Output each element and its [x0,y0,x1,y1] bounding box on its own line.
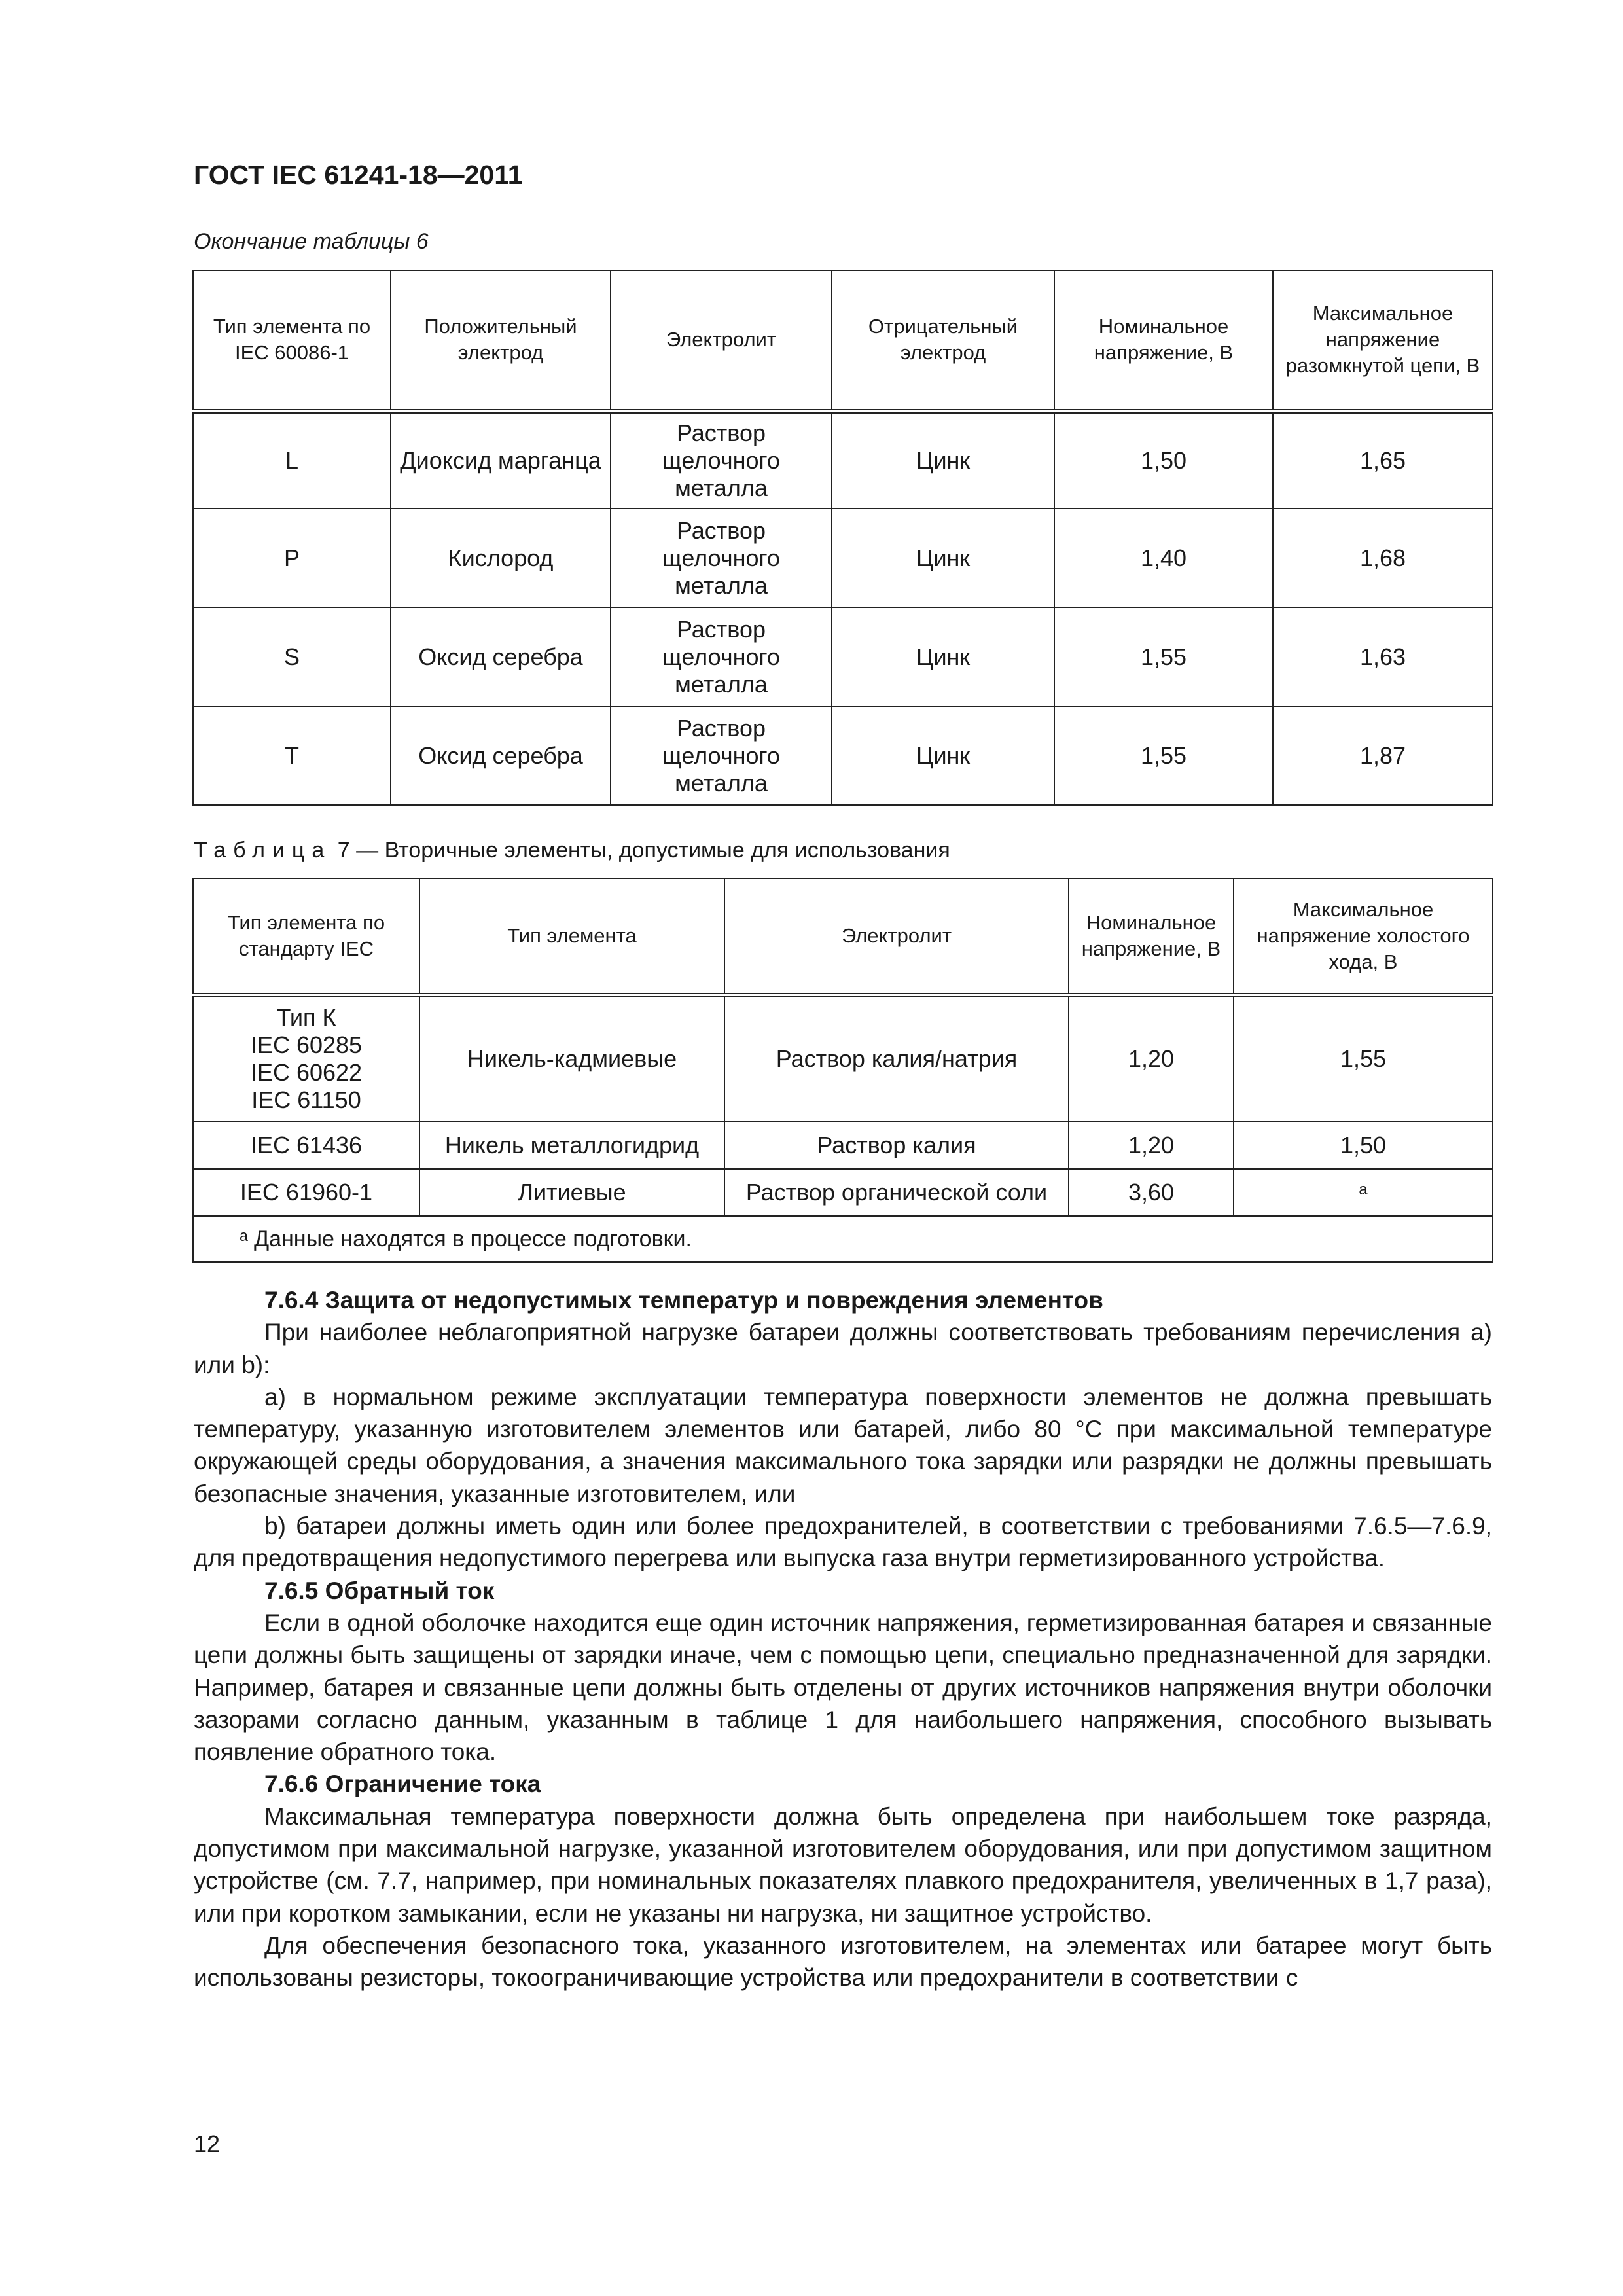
table6-cell: 1,63 [1273,607,1493,706]
table7-row [193,995,1493,1122]
body-text [194,1284,1492,1994]
table7-caption-label: Таблица [194,838,332,863]
table7-cell: 3,60 [1069,1169,1234,1216]
paragraph: b) батареи должны иметь один или более предохранителей, в соответствии с требованиями 7.6.5—7.6.9, для предотвращения недопустимого перегрева или выпуска газа внутри герметизированного устройства. [194,1513,1492,1572]
table7-cell: 1,55 [1234,995,1493,1122]
table6-cell: Оксид серебра [391,607,611,706]
table7-header-cell: Максимальное напряжение холостого хода, В [1234,878,1493,995]
table6-cell: 1,55 [1054,706,1273,805]
table6-cell: T [193,706,391,805]
table6-cell: 1,50 [1054,411,1273,509]
table6-row [193,607,1493,706]
table6-cell: Цинк [832,509,1054,607]
section-heading: 7.6.5 Обратный ток [264,1577,495,1604]
table6-cell: Раствор щелочного металла [611,607,832,706]
table6-row [193,509,1493,607]
table6-cell: Раствор щелочного металла [611,509,832,607]
table7-footnote: ᵃ Данные находятся в процессе подготовки. [193,1216,1493,1262]
paragraph: При наиболее неблагоприятной нагрузке батареи должны соответствовать требованиям перечисления a) или b): [194,1319,1492,1378]
table6-cell: S [193,607,391,706]
table7-cell: 1,20 [1069,1122,1234,1169]
table7-caption [194,838,950,863]
table7-cell: Тип К IEC 60285 IEC 60622 IEC 61150 [193,995,419,1122]
table7-row [193,1169,1493,1216]
table7-header-cell: Номинальное напряжение, В [1069,878,1234,995]
table6-cell: Кислород [391,509,611,607]
table7-header-cell: Электролит [724,878,1069,995]
table6-header-cell: Тип элемента по IEC 60086-1 [193,270,391,411]
table6-cell: Цинк [832,706,1054,805]
table7-row [193,1122,1493,1169]
table7-cell: Раствор калия/натрия [724,995,1069,1122]
table7-cell: IEC 61960-1 [193,1169,419,1216]
table6-row [193,706,1493,805]
table7-cell: Литиевые [419,1169,724,1216]
table7-cell: 1,50 [1234,1122,1493,1169]
paragraph: Для обеспечения безопасного тока, указанного изготовителем, на элементах или батарее могут быть использованы резисторы, токоограничивающие устройства или предохранители в соответствии с [194,1931,1492,1992]
table7-cell: Никель металлогидрид [419,1122,724,1169]
table6-row [193,411,1493,509]
table6-cell: Цинк [832,607,1054,706]
table6-cell: 1,87 [1273,706,1493,805]
table6-cell: Раствор щелочного металла [611,411,832,509]
table6-cell: 1,40 [1054,509,1273,607]
table7 [192,878,1493,1263]
document-header: ГОСТ IEC 61241-18—2011 [194,160,523,190]
paragraph: Максимальная температура поверхности должна быть определена при наибольшем токе разряда, допустимом при максимальной нагрузке, указанной изготовителем оборудования, или при допустимом защитном устройстве (см. 7.7, например, при номинальных показателях плавкого предохранителя, увеличенных в 1,7 раза), или при коротком замыкании, если не указаны ни нагрузка, ни защитное устройство. [194,1803,1492,1927]
table6-cell: 1,65 [1273,411,1493,509]
table7-cell: Раствор органической соли [724,1169,1069,1216]
table7-header-cell: Тип элемента [419,878,724,995]
table6-cell: L [193,411,391,509]
table6-cell: Оксид серебра [391,706,611,805]
table7-cell: IEC 61436 [193,1122,419,1169]
table6-cell: Раствор щелочного металла [611,706,832,805]
table6-header-cell: Отрицательный электрод [832,270,1054,411]
table7-cell: Никель-кадмиевые [419,995,724,1122]
table7-cell: 1,20 [1069,995,1234,1122]
paragraph: Если в одной оболочке находится еще один источник напряжения, герметизированная батарея и связанные цепи должны быть защищены от зарядки иначе, чем с помощью цепи, специально предназначенной для зарядки. Например, батарея и связанные цепи должны быть отделены от других источников напряжения внутри оболочки зазорами согласно данным, указанным в таблице 1 для наибольшего напряжения, способного вызывать появление обратного тока. [194,1609,1492,1766]
page-number: 12 [194,2130,221,2157]
table7-caption-text: 7 — Вторичные элементы, допустимые для использования [337,838,950,863]
section-heading: 7.6.4 Защита от недопустимых температур и повреждения элементов [264,1287,1103,1314]
table6-caption: Окончание таблицы 6 [194,229,429,254]
table6-cell: P [193,509,391,607]
table6-cell: 1,55 [1054,607,1273,706]
table6-cell: Цинк [832,411,1054,509]
table6-header-cell: Электролит [611,270,832,411]
table7-footnote-marker: a [1234,1169,1493,1216]
table6 [192,270,1493,806]
section-heading: 7.6.6 Ограничение тока [264,1770,541,1798]
table6-header-cell: Максимальное напряжение разомкнутой цепи, В [1273,270,1493,411]
table6-header-cell: Номинальное напряжение, В [1054,270,1273,411]
table6-cell: 1,68 [1273,509,1493,607]
table6-header-cell: Положительный электрод [391,270,611,411]
table7-cell: Раствор калия [724,1122,1069,1169]
table6-cell: Диоксид марганца [391,411,611,509]
table7-header-cell: Тип элемента по стандарту IEC [193,878,419,995]
paragraph: a) в нормальном режиме эксплуатации температура поверхности элементов не должна превышать температуру, указанную изготовителем элементов или батарей, либо 80 °C при максимальной температуре окружающей среды оборудования, а значения максимального тока зарядки или разрядки не должны превышать безопасные значения, указанные изготовителем, или [194,1383,1492,1507]
